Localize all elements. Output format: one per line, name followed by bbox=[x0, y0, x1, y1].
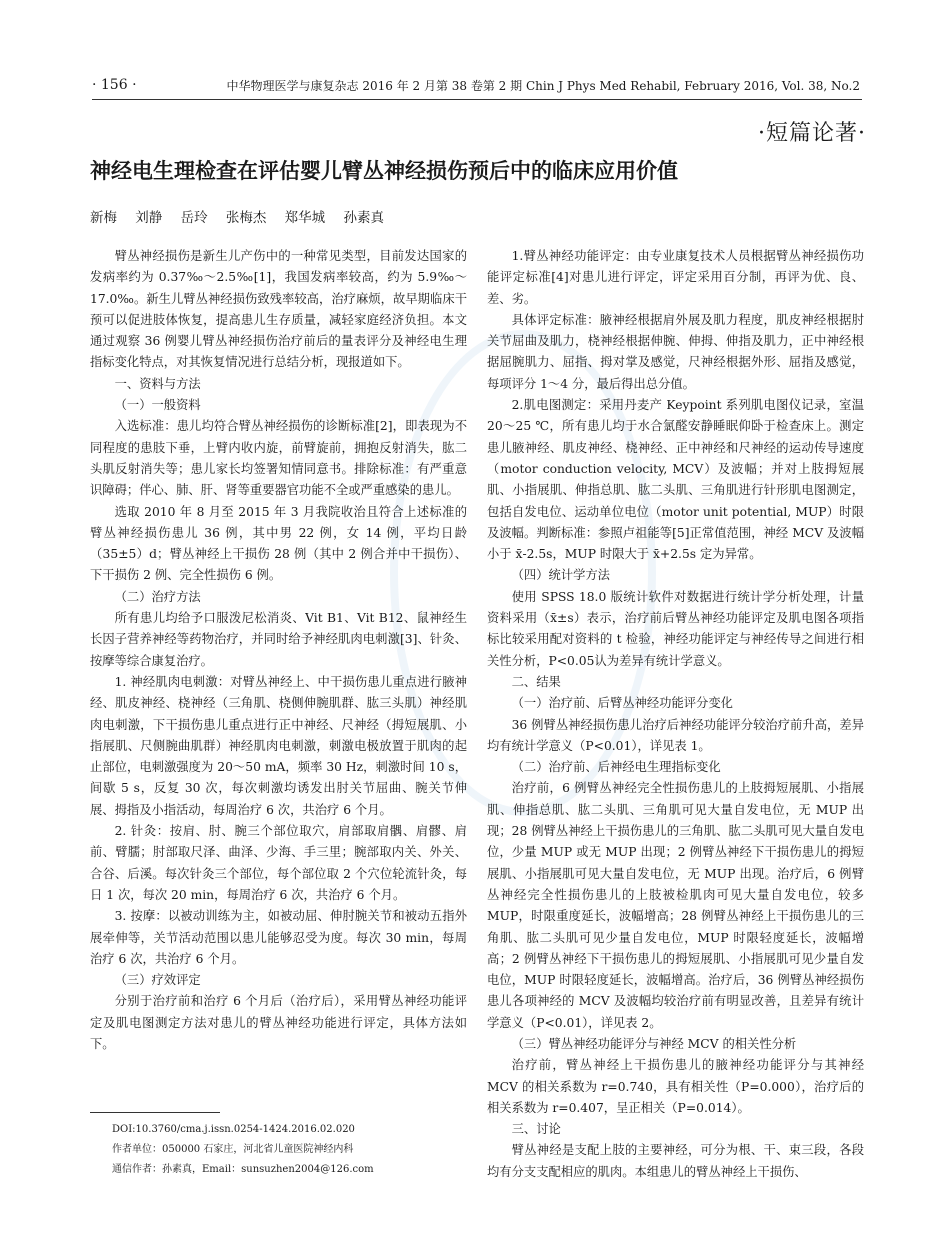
subsection-heading: （四）统计学方法 bbox=[511, 568, 610, 583]
doi-link[interactable]: DOI:10.3760/cma.j.issn.0254-1424.2016.02.020 bbox=[112, 1124, 355, 1135]
running-header bbox=[92, 74, 860, 98]
subsection-heading: （二）治疗方法 bbox=[114, 589, 201, 604]
paragraph: 治疗前，6 例臂丛神经完全性损伤患儿的上肢拇短展肌、小指展肌、伸指总肌、肱二头肌、三角肌可见大量自发电位，无 MUP 出现；28 例臂丛神经上干损伤患儿的三角肌、肱二头肌可见大量自发电位，少量 MUP 或无 MUP 出现；2 例臂丛神经下干损伤患儿的拇短展肌、小指展肌可见大量自发电位，无 MUP 出现。治疗后，6 例臂丛神经完全性损伤患儿的上肢被检肌肉可见大量自发电位，较多 MUP，时限重度延长，波幅增高；28 例臂丛神经上干损伤患儿的三角肌、肱二头肌可见少量自发电位，MUP 时限轻度延长，波幅增高；2 例臂丛神经下干损伤患儿的拇短展肌、小指展肌可见少量自发电位，MUP 时限轻度延长，波幅增高。治疗后，36 例臂丛神经损伤患儿各项神经的 MCV 及波幅均较治疗前有明显改善，且差异有统计学意义（P<0.01），详见表 2。 bbox=[487, 781, 864, 1030]
paragraph: 1.臂丛神经功能评定：由专业康复技术人员根据臂丛神经损伤功能评定标准[4]对患儿进行评定，评定采用百分制，再评为优、良、差、劣。 bbox=[487, 249, 864, 306]
subsection-heading: （二）治疗前、后神经电生理指标变化 bbox=[511, 760, 721, 775]
paragraph: 臂丛神经损伤是新生儿产伤中的一种常见类型，目前发达国家的发病率约为 0.37‰～2.5‰[1]，我国发病率较高，约为 5.9‰～17.0‰。新生儿臂丛神经损伤致残率较高，治疗麻烦，故早期临床干预可以促进肢体恢复，提高患儿生存质量，减轻家庭经济负担。本文通过观察 36 例婴儿臂丛神经损伤治疗前后的量表评分及神经电生理指标变化特点，对其恢复情况进行总结分析，现报道如下。 bbox=[90, 249, 467, 370]
right-column bbox=[487, 246, 864, 1183]
paragraph: 臂丛神经是支配上肢的主要神经，可分为根、干、束三段，各段均有分支支配相应的肌肉。本组患儿的臂丛神经上干损伤、 bbox=[487, 1143, 864, 1179]
paragraph: 2.肌电图测定：采用丹麦产 Keypoint 系列肌电图仪记录，室温 20～25 ℃，所有患儿均于水合氯醛安静睡眠仰卧于检查床上。测定患儿腋神经、肌皮神经、桡神经、正中神经和尺神经的运动传导速度（motor conduction velocity, MCV）及波幅；并对上肢拇短展肌、小指展肌、伸指总肌、肱二头肌、三角肌进行针形肌电图测定，包括自发电位、运动单位电位（motor unit potential, MUP）时限及波幅。判断标准：参照卢祖能等[5]正常值范围，神经 MCV 及波幅小于 x̄-2.5s，MUP 时限大于 x̄+2.5s 定为异常。 bbox=[487, 398, 864, 562]
footnote-rule bbox=[90, 1112, 220, 1113]
left-column bbox=[90, 246, 467, 1055]
footnotes bbox=[112, 1120, 374, 1180]
paragraph: 治疗前，臂丛神经上干损伤患儿的腋神经功能评分与其神经 MCV 的相关系数为 r=0.740，具有相关性（P=0.000），治疗后的相关系数为 r=0.407，呈正相关（P=0.014）。 bbox=[487, 1058, 864, 1115]
paragraph: 分别于治疗前和治疗 6 个月后（治疗后），采用臂丛神经功能评定及肌电图测定方法对患儿的臂丛神经功能进行评定，具体方法如下。 bbox=[90, 994, 467, 1051]
subsection-heading: （一）一般资料 bbox=[114, 398, 201, 413]
section-label: ·短篇论著· bbox=[758, 121, 866, 146]
header-rule bbox=[92, 99, 862, 100]
corresponding-author: 通信作者：孙素真，Email：sunsuzhen2004@126.com bbox=[112, 1164, 374, 1175]
paragraph: 使用 SPSS 18.0 版统计软件对数据进行统计学分析处理，计量资料采用（x̄±s）表示，治疗前后臂丛神经功能评定及肌电图各项指标比较采用配对资料的 t 检验，神经功能评定与神经传导之间进行相关性分析，P<0.05认为差异有统计学意义。 bbox=[487, 589, 864, 668]
subsection-heading: （一）治疗前、后臂丛神经功能评分变化 bbox=[511, 696, 733, 711]
page-number: · 156 · bbox=[92, 77, 137, 93]
subsection-heading: （三）疗效评定 bbox=[114, 973, 201, 988]
paragraph: 选取 2010 年 8 月至 2015 年 3 月我院收治且符合上述标准的臂丛神经损伤患儿 36 例，其中男 22 例，女 14 例，平均日龄（35±5）d；臂丛神经上干损伤 28 例（其中 2 例合并中干损伤）、下干损伤 2 例、完全性损伤 6 例。 bbox=[90, 504, 467, 583]
paragraph: 2. 针灸：按肩、肘、腕三个部位取穴，肩部取肩髃、肩髎、肩前、臂臑；肘部取尺泽、曲泽、少海、手三里；腕部取内关、外关、合谷、后溪。每次针灸三个部位，每个部位取 2 个穴位轮流针灸，每日 1 次，每次 20 min，每周治疗 6 次，共治疗 6 个月。 bbox=[90, 824, 467, 902]
section-heading: 一、资料与方法 bbox=[114, 376, 201, 391]
journal-running-head: 中华物理医学与康复杂志 2016 年 2 月第 38 卷第 2 期 Chin J Phys Med Rehabil, February 2016, Vol. 38, No.2 bbox=[226, 79, 860, 93]
paragraph: 所有患儿均给予口服泼尼松消炎、Vit B1、Vit B12、鼠神经生长因子营养神经等药物治疗，并同时给予神经肌肉电刺激[3]、针灸、按摩等综合康复治疗。 bbox=[90, 611, 467, 668]
paragraph: 36 例臂丛神经损伤患儿治疗后神经功能评分较治疗前升高，差异均有统计学意义（P<0.01），详见表 1。 bbox=[487, 717, 864, 753]
author-affiliation: 作者单位：050000 石家庄，河北省儿童医院神经内科 bbox=[112, 1144, 354, 1155]
section-heading: 二、结果 bbox=[511, 674, 561, 689]
paragraph: 1. 神经肌肉电刺激：对臂丛神经上、中干损伤患儿重点进行腋神经、肌皮神经、桡神经（三角肌、桡侧伸腕肌群、肱三头肌）神经肌肉电刺激，下干损伤患儿重点进行正中神经、尺神经（拇短展肌、小指展肌、尺侧腕曲肌群）神经肌肉电刺激，刺激电极放置于肌肉的起止部位，电刺激强度为 20～50 mA，频率 30 Hz，刺激时间 10 s，间歇 5 s，反复 30 次，每次刺激均诱发出肘关节屈曲、腕关节伸展、拇指及小指活动，每周治疗 6 次，共治疗 6 个月。 bbox=[90, 674, 467, 817]
author-list: 新梅 刘静 岳玲 张梅杰 郑华城 孙素真 bbox=[90, 210, 384, 226]
paragraph: 具体评定标准：腋神经根据肩外展及肌力程度，肌皮神经根据肘关节屈曲及肌力，桡神经根据伸腕、伸拇、伸指及肌力，正中神经根据屈腕肌力、屈指、拇对掌及感觉，尺神经根据外形、屈指及感觉，每项评分 1～4 分，最后得出总分值。 bbox=[487, 312, 864, 391]
article-title: 神经电生理检查在评估婴儿臂丛神经损伤预后中的临床应用价值 bbox=[90, 159, 678, 183]
subsection-heading: （三）臂丛神经功能评分与神经 MCV 的相关性分析 bbox=[511, 1036, 797, 1051]
section-heading: 三、讨论 bbox=[511, 1122, 561, 1137]
paragraph: 入选标准：患儿均符合臂丛神经损伤的诊断标准[2]，即表现为不同程度的患肢下垂，上臂内收内旋，前臂旋前，拥抱反射消失，肱二头肌反射消失等；患儿家长均签署知情同意书。排除标准：有严重意识障碍；伴心、肺、肝、肾等重要器官功能不全或严重感染的患儿。 bbox=[90, 419, 467, 498]
paragraph: 3. 按摩：以被动训练为主，如被动屈、伸肘腕关节和被动五指外展牵伸等，关节活动范围以患儿能够忍受为度。每次 30 min，每周治疗 6 次，共治疗 6 个月。 bbox=[90, 909, 467, 966]
